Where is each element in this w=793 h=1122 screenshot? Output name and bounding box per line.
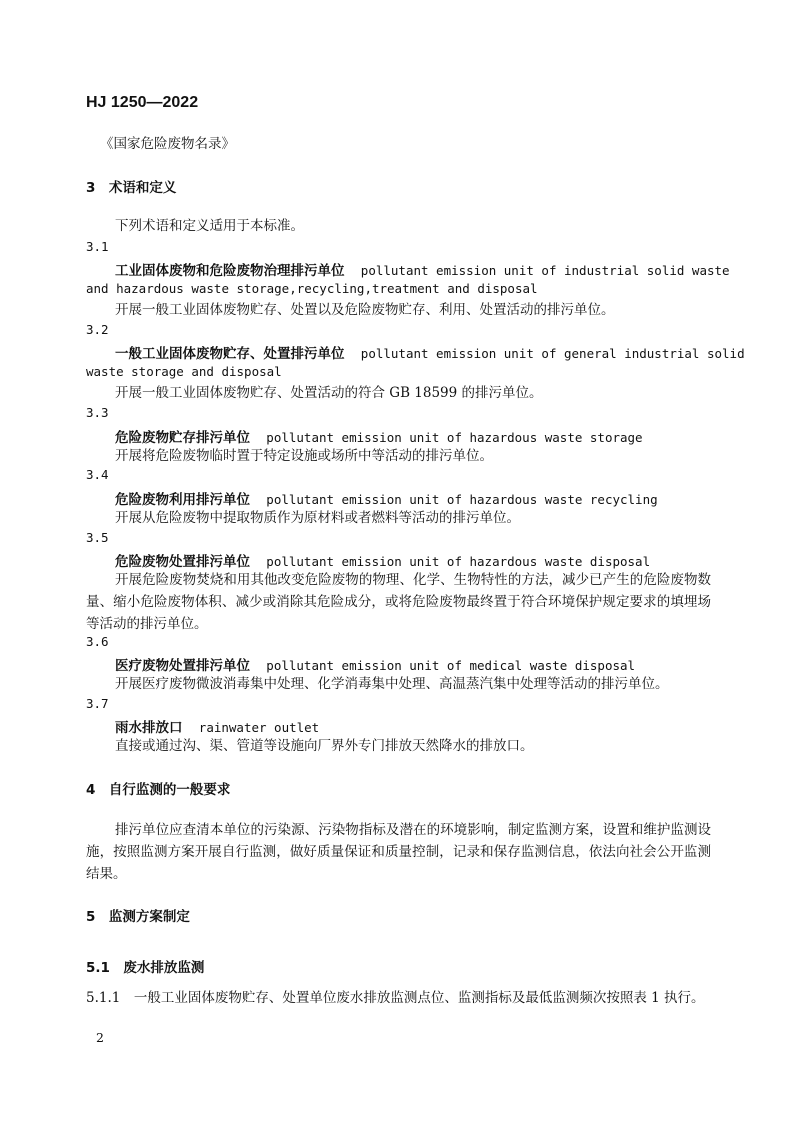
term-heading — [115, 342, 745, 362]
section-3-title: 3 术语和定义 — [86, 180, 177, 196]
term-number: 3.2 — [86, 322, 109, 337]
term-number: 3.7 — [86, 696, 109, 711]
term-number: 3.5 — [86, 530, 109, 545]
term-number: 3.3 — [86, 405, 109, 420]
term-cn: 危险废物利用排污单位 — [115, 492, 250, 508]
term-en: pollutant emission unit of medical waste disposal — [266, 658, 636, 673]
term-cn: 危险废物处置排污单位 — [115, 554, 250, 570]
term-heading — [115, 550, 650, 570]
term-definition: 开展将危险废物临时置于特定设施或场所中等活动的排污单位。 — [115, 448, 493, 464]
term-definition: 开展医疗废物微波消毒集中处理、化学消毒集中处理、高温蒸汽集中处理等活动的排污单位。 — [115, 676, 669, 692]
term-en: rainwater outlet — [198, 720, 320, 735]
term-heading — [115, 654, 635, 674]
term-en-cont: and hazardous waste storage,recycling,treatment and disposal — [86, 281, 538, 296]
term-definition: 开展一般工业固体废物贮存、处置以及危险废物贮存、利用、处置活动的排污单位。 — [115, 302, 615, 318]
section-5-1-1: 5.1.1 一般工业固体废物贮存、处置单位废水排放监测点位、监测指标及最低监测频次按照表 1 执行。 — [86, 990, 705, 1006]
term-cn: 危险废物贮存排污单位 — [115, 430, 250, 446]
section-4-body: 排污单位应查清本单位的污染源、污染物指标及潜在的环境影响，制定监测方案，设置和维护监测设施，按照监测方案开展自行监测，做好质量保证和质量控制，记录和保存监测信息，依法向社会公开监测结果。 — [86, 822, 711, 882]
term-heading — [115, 716, 319, 736]
term-en-cont: waste storage and disposal — [86, 364, 282, 379]
standard-code: HJ 1250—2022 — [86, 94, 199, 111]
term-cn: 雨水排放口 — [115, 720, 183, 736]
section-4-title: 4 自行监测的一般要求 — [86, 782, 231, 798]
term-definition: 开展一般工业固体废物贮存、处置活动的符合 GB 18599 的排污单位。 — [115, 385, 543, 401]
term-en: pollutant emission unit of industrial solid waste — [360, 263, 730, 278]
term-en: pollutant emission unit of general industrial solid — [360, 346, 745, 361]
term-number: 3.6 — [86, 634, 109, 649]
term-en: pollutant emission unit of hazardous waste disposal — [266, 554, 651, 569]
term-definition: 开展危险废物焚烧和用其他改变危险废物的物理、化学、生物特性的方法，减少已产生的危险废物数量、缩小危险废物体积、减少或消除其危险成分，或将危险废物最终置于符合环境保护规定要求的填埋场等活动的排污单位。 — [86, 572, 711, 632]
catalog-reference: 《国家危险废物名录》 — [100, 136, 235, 152]
page-number: 2 — [96, 1030, 104, 1045]
term-heading — [115, 488, 658, 508]
section-5-1-title: 5.1 废水排放监测 — [86, 960, 205, 976]
term-number: 3.4 — [86, 467, 109, 482]
term-cn: 医疗废物处置排污单位 — [115, 658, 250, 674]
term-en: pollutant emission unit of hazardous waste recycling — [266, 492, 658, 507]
term-number: 3.1 — [86, 239, 109, 254]
term-definition: 直接或通过沟、渠、管道等设施向厂界外专门排放天然降水的排放口。 — [115, 738, 534, 754]
section-3-intro: 下列术语和定义适用于本标准。 — [115, 218, 304, 234]
term-definition: 开展从危险废物中提取物质作为原材料或者燃料等活动的排污单位。 — [115, 510, 520, 526]
term-cn: 一般工业固体废物贮存、处置排污单位 — [115, 346, 345, 362]
term-cn: 工业固体废物和危险废物治理排污单位 — [115, 263, 345, 279]
term-heading — [115, 426, 643, 446]
term-en: pollutant emission unit of hazardous waste storage — [266, 430, 643, 445]
section-5-title: 5 监测方案制定 — [86, 909, 190, 925]
term-heading — [115, 259, 730, 279]
